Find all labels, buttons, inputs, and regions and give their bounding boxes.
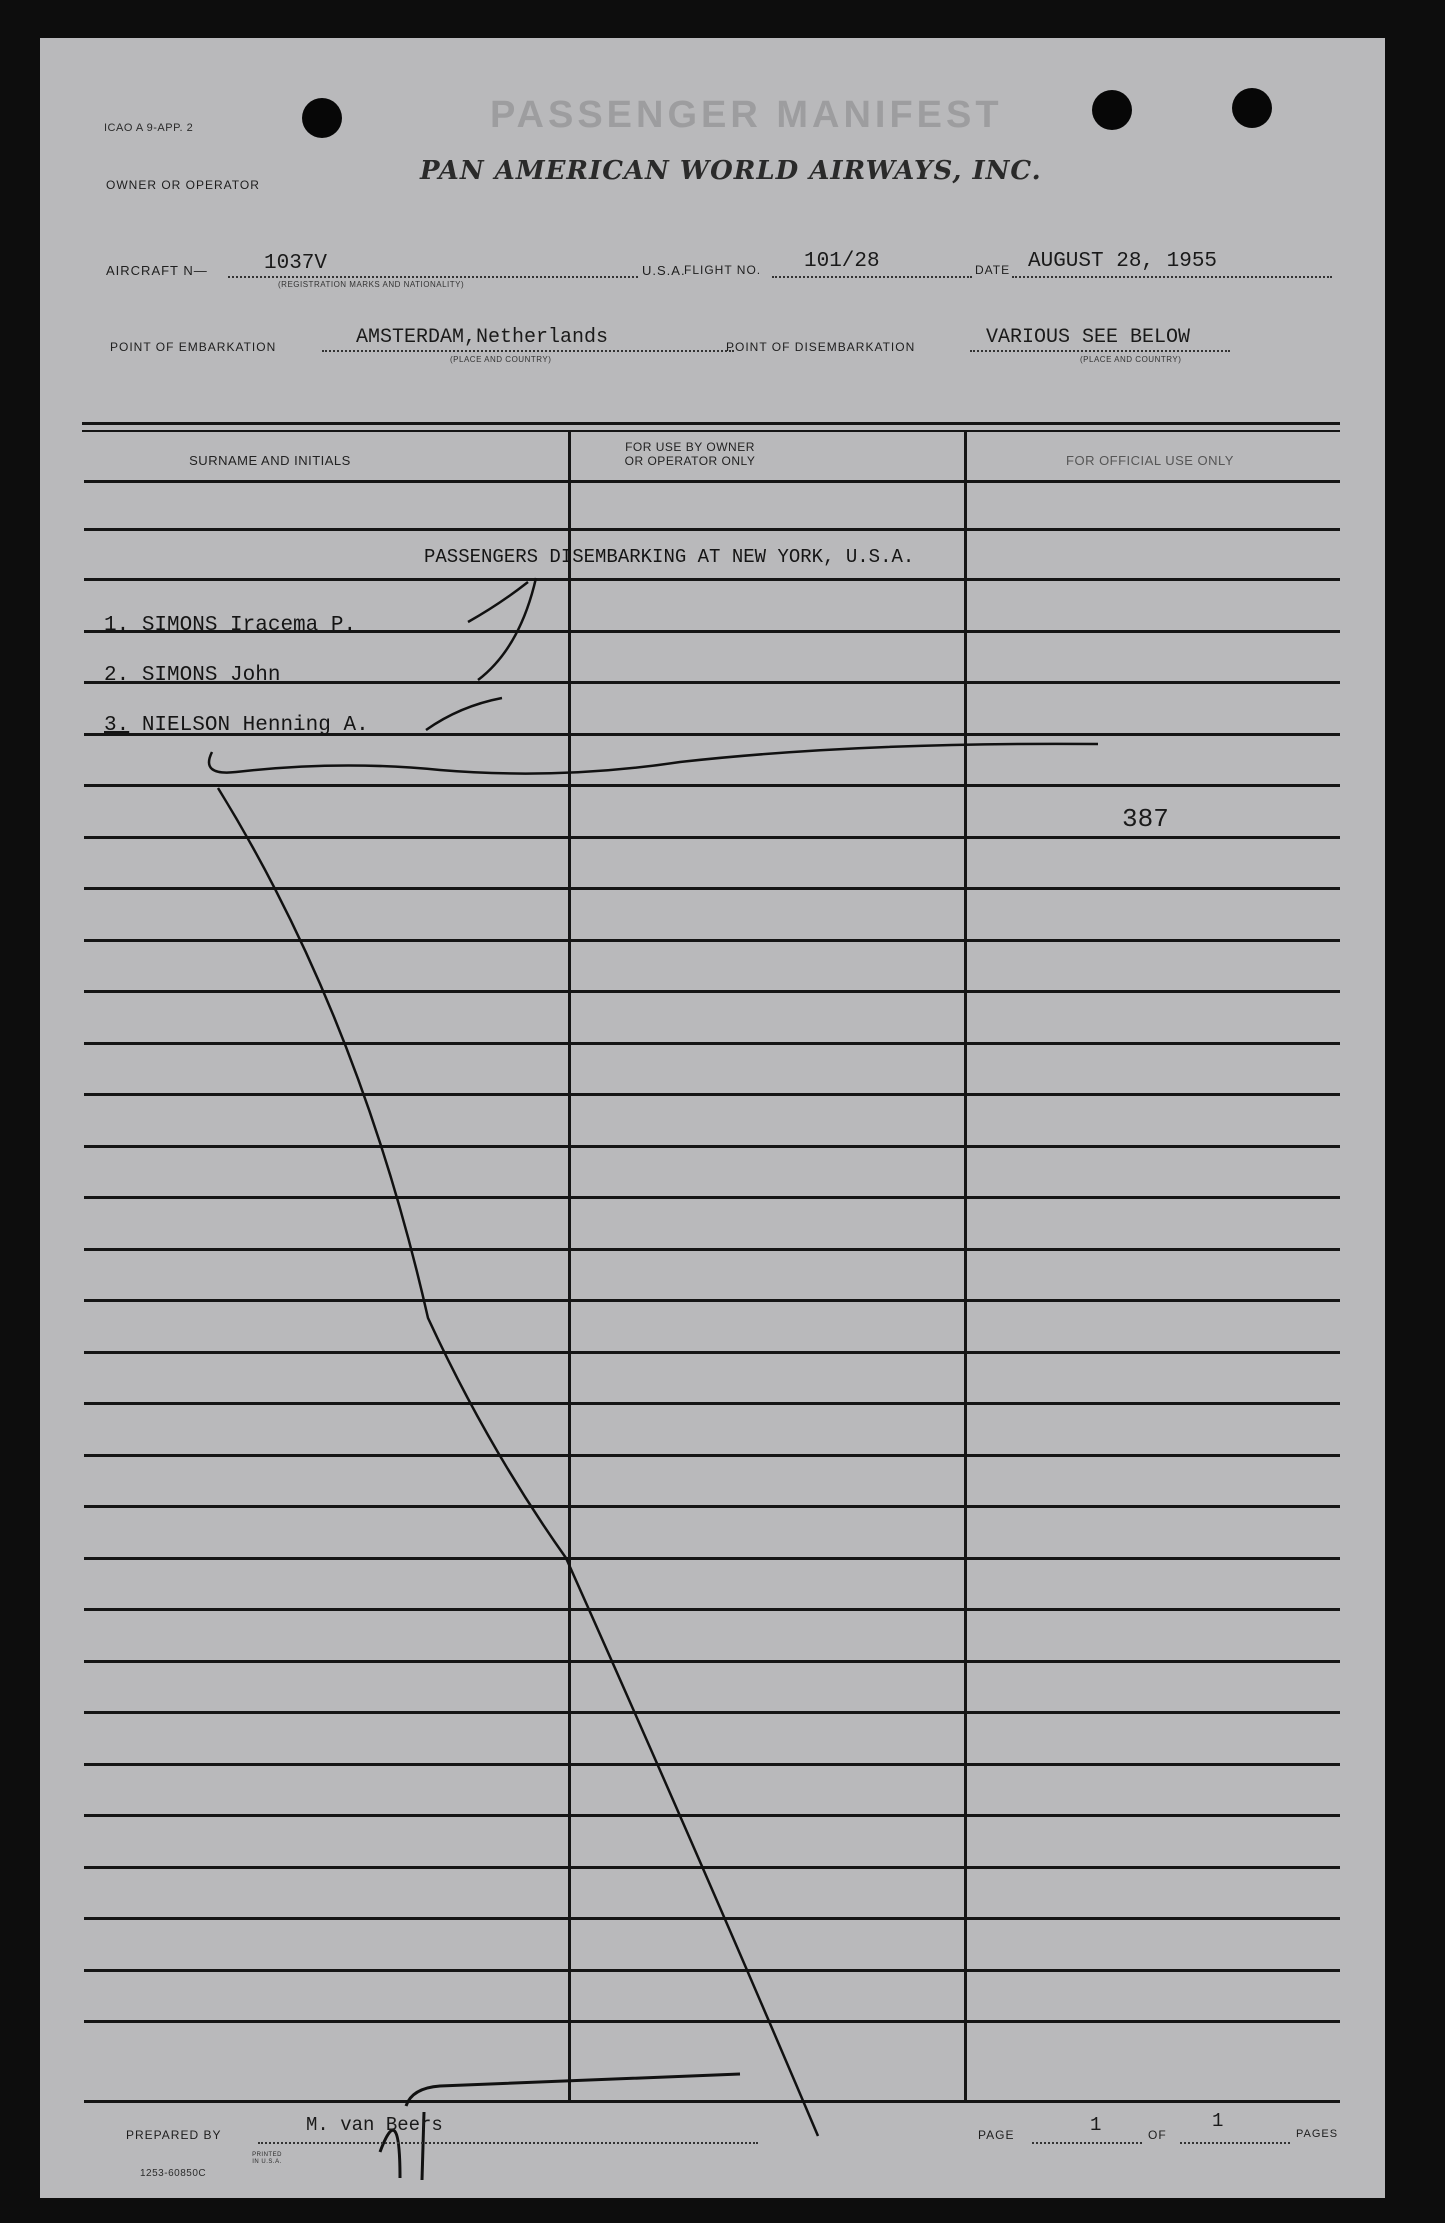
- pages-label: PAGES: [1296, 2128, 1339, 2140]
- passenger-number: 2.: [104, 664, 130, 687]
- nationality-label: U.S.A.: [642, 263, 686, 278]
- flight-value: 101/28: [804, 250, 880, 273]
- manifest-sheet: [40, 38, 1385, 2198]
- official-note-number: 387: [1122, 804, 1169, 834]
- col-header-owner-line1: FOR USE BY OWNER: [625, 440, 755, 454]
- owner-value: PAN AMERICAN WORLD AIRWAYS, INC.: [420, 156, 1042, 186]
- owner-label: OWNER OR OPERATOR: [106, 178, 260, 192]
- of-fill-line: [1180, 2142, 1290, 2144]
- disembarkation-value: VARIOUS SEE BELOW: [986, 326, 1191, 349]
- section-heading: PASSENGERS DISEMBARKING AT NEW YORK, U.S.A.: [424, 546, 915, 568]
- col-header-surname: SURNAME AND INITIALS: [189, 453, 351, 468]
- passenger-number: 1.: [104, 614, 130, 637]
- form-number: ICAO A 9-APP. 2: [104, 122, 194, 134]
- prepared-by-label: PREPARED BY: [126, 2128, 222, 2142]
- embarkation-label: POINT OF EMBARKATION: [110, 340, 277, 354]
- page-fill-line: [1032, 2142, 1142, 2144]
- of-value: 1: [1212, 2110, 1224, 2132]
- disembarkation-label: POINT OF DISEMBARKATION: [726, 340, 916, 354]
- embarkation-sub-caption: (PLACE AND COUNTRY): [450, 355, 552, 364]
- form-title: PASSENGER MANIFEST: [490, 94, 1003, 136]
- printer-code: 1253-60850C: [140, 2168, 207, 2179]
- of-label: OF: [1148, 2128, 1167, 2142]
- disembarkation-sub-caption: (PLACE AND COUNTRY): [1080, 355, 1182, 364]
- passenger-name: NIELSON Henning A.: [141, 714, 369, 737]
- embarkation-value: AMSTERDAM,Netherlands: [356, 326, 609, 349]
- date-value: AUGUST 28, 1955: [1028, 250, 1218, 273]
- flight-label: FLIGHT NO.: [684, 263, 762, 277]
- passenger-name: SIMONS John: [141, 664, 281, 687]
- passenger-number: 3.: [104, 714, 130, 737]
- col-header-official: FOR OFFICIAL USE ONLY: [1066, 453, 1234, 468]
- printed-mark: PRINTED IN U.S.A.: [252, 2152, 282, 2165]
- aircraft-value: 1037V: [264, 252, 328, 275]
- aircraft-label: AIRCRAFT N—: [106, 263, 208, 278]
- prepared-by-value: M. van Beers: [306, 2114, 443, 2136]
- page-label: PAGE: [978, 2128, 1015, 2142]
- prepared-by-fill-line: [258, 2142, 758, 2144]
- page-value: 1: [1090, 2114, 1102, 2136]
- col-header-owner-line2: OR OPERATOR ONLY: [624, 454, 756, 468]
- date-label: DATE: [975, 263, 1011, 277]
- passenger-name: SIMONS Iracema P.: [141, 614, 357, 637]
- aircraft-sub-caption: (REGISTRATION MARKS AND NATIONALITY): [278, 280, 465, 289]
- handwritten-strike-marks: [40, 38, 1385, 2198]
